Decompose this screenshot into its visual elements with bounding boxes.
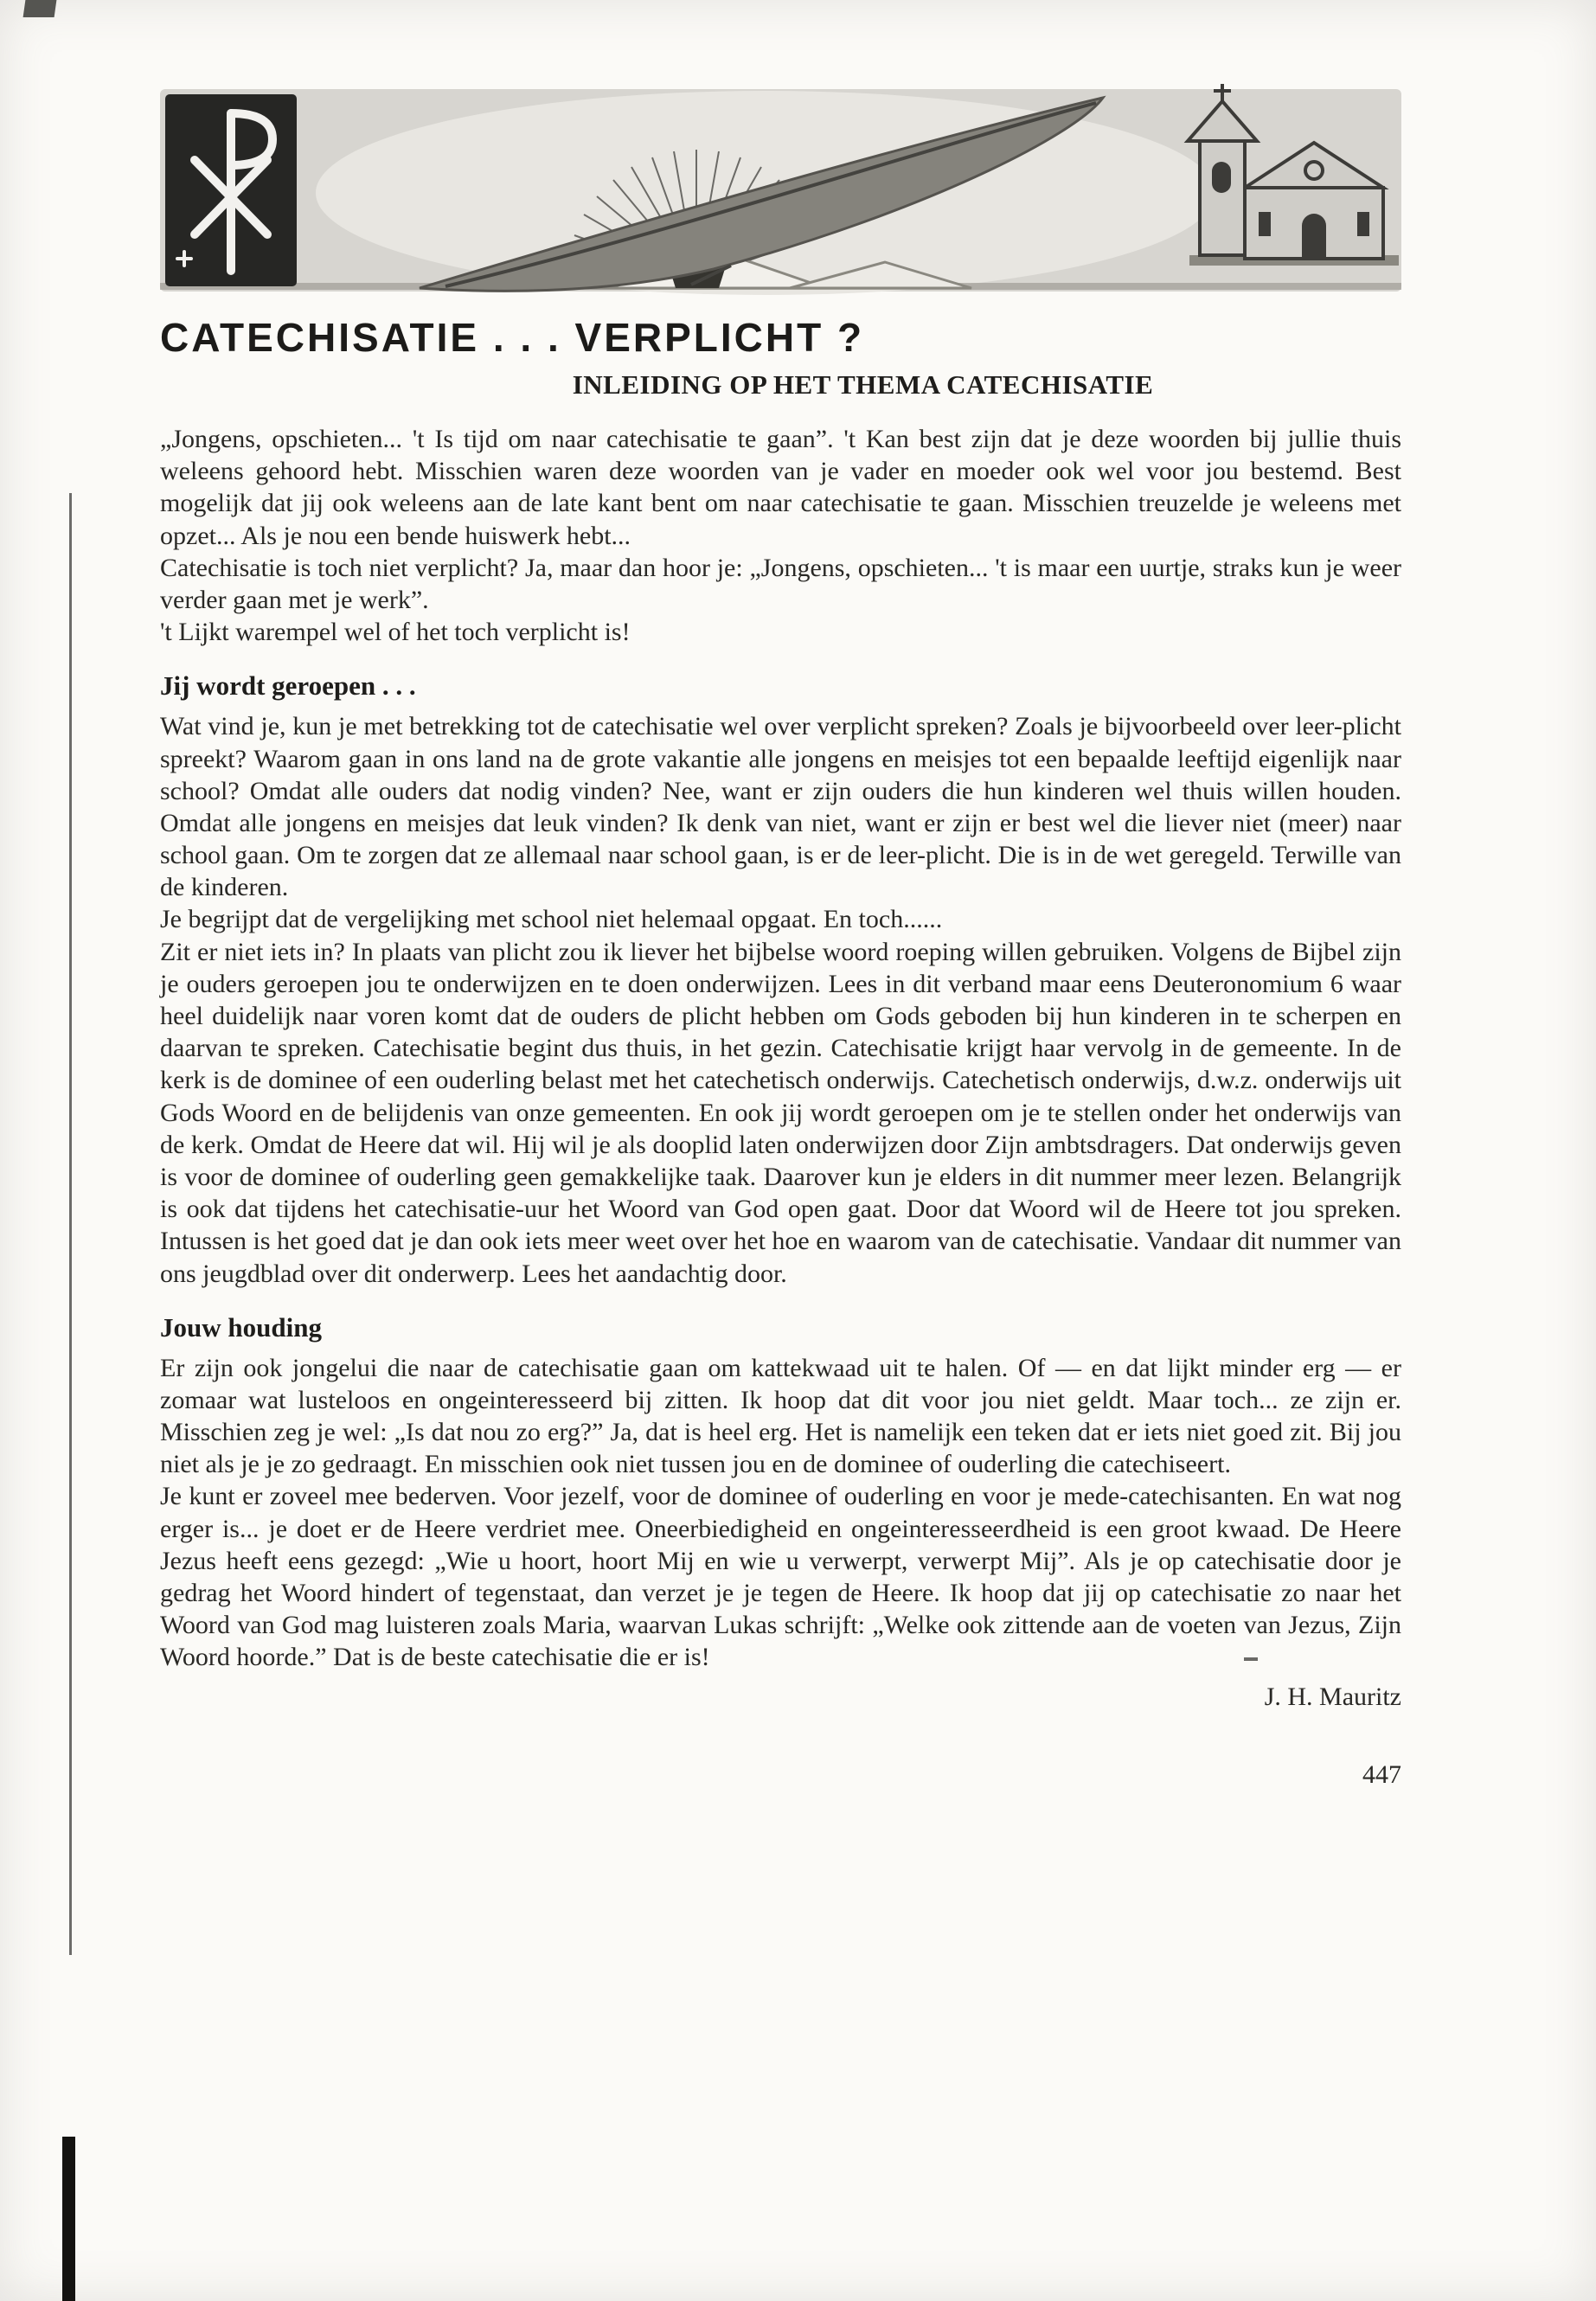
intro-paragraph: Catechisatie is toch niet verplicht? Ja, maar dan hoor je: „Jongens, opschieten... 't is maar een uurtje, straks kun je weer verder gaan met je werk”. — [160, 553, 1401, 614]
intro-paragraph: 't Lijkt warempel wel of het toch verplicht is! — [160, 618, 631, 647]
section-paragraph: Je kunt er zoveel mee bederven. Voor jezelf, voor de dominee of ouderling en voor je mede-catechisanten. En wat nog erger is... je doet er de Heere verdriet mee. Oneerbiedigheid en ongeinteresseerdheid is een groot kwaad. De Heere Jezus heeft eens gezegd: „Wie u hoort, hoort Mij en wie u verwerpt, verwerpt Mij”. Als je op catechisatie door je gedrag het Woord hindert of tegenstaat, dan verzet je je tegen de Heere. Ik hoop dat jij op catechisatie zo naar het Woord van God mag luisteren zoals Maria, waarvan Lukas schrijft: „Welke ook zittende aan de voeten van Jezus, Zijn Woord hoorde.” Dat is de beste catechisatie die er is! — [160, 1482, 1401, 1672]
header-illustration — [160, 82, 1401, 298]
section-paragraph: Er zijn ook jongelui die naar de catechisatie gaan om kattekwaad uit te halen. Of — en dat lijkt minder erg — er zomaar wat lusteloos en ongeinteresseerd bij zitten. Ik hoop dat dit voor jou niet geldt. Maar toch... ze zijn er. Misschien zeg je wel: „Is dat nou zo erg?” Ja, dat is heel erg. Het is namelijk een teken dat er iets niet goed zit. Bij jou niet als je je zo gedraagt. En misschien ook niet tussen jou en de dominee of ouderling die catechiseert. — [160, 1353, 1401, 1479]
page-title: CATECHISATIE . . . VERPLICHT ? — [160, 315, 865, 360]
article-column — [160, 82, 1401, 1790]
section-paragraph: Zit er niet iets in? In plaats van plicht zou ik liever het bijbelse woord roeping willen gebruiken. Volgens de Bijbel zijn je ouders geroepen jou te onderwijzen en te doen onderwijzen. Lees in dit verband maar eens Deuteronomium 6 waar heel duidelijk naar voren komt dat de ouders de plicht hebben om Gods geboden bij hun kinderen in te scherpen en daarvan te spreken. Catechisatie begint dus thuis, in het gezin. Catechisatie krijgt haar vervolg in de gemeente. In de kerk is de dominee of een ouderling belast met het catechetisch onderwijs. Catechetisch onderwijs, d.w.z. onderwijs uit Gods Woord en de belijdenis van onze gemeenten. En ook jij wordt geroepen om je te stellen onder het onderwijs van de kerk. Omdat de Heere dat wil. Hij wil je als dooplid laten onderwijzen door Zijn ambtsdragers. Dat onderwijs geven is voor de dominee of ouderling geen gemakkelijke taak. Daarover kun je elders in dit nummer meer lezen. Belangrijk is ook dat tijdens het catechisatie-uur het Woord van God open gaat. Door dat Woord wil de Heere tot jou spreken. Intussen is het goed dat je dan ook iets meer weet over het hoe en waarom van de catechisatie. Vandaar dit nummer van ons jeugdblad over dit onderwerp. Lees het aandachtig door. — [160, 937, 1401, 1288]
section-heading-jouw-houding: Jouw houding — [160, 1311, 322, 1343]
chi-rho-icon — [165, 94, 297, 286]
page-number: 447 — [1362, 1759, 1401, 1789]
intro-paragraph: „Jongens, opschieten... 't Is tijd om naar catechisatie te gaan”. 't Kan best zijn dat je deze woorden bij jullie thuis weleens gehoord hebt. Misschien waren deze woorden van je vader en moeder ook wel voor jou bestemd. Best mogelijk dat jij ook weleens aan de late kant bent om naar catechisatie te gaan. Misschien treuzelde je weleens met opzet... Als je nou een bende huiswerk hebt... — [160, 425, 1401, 550]
section-paragraph: Je begrijpt dat de vergelijking met school niet helemaal opgaat. En toch...... — [160, 905, 943, 934]
section-paragraph: Wat vind je, kun je met betrekking tot de catechisatie wel over verplicht spreken? Zoals je bijvoorbeeld over leer-plicht spreekt? Waarom gaan in ons land na de grote vakantie alle jongens en meisjes tot een bepaalde leeftijd eigenlijk naar school? Omdat alle ouders dat nodig vinden? Nee, want er zijn ouders die hun kinderen wel thuis willen houden. Omdat alle jongens en meisjes dat leuk vinden? Ik denk van niet, want er zijn er best wel die liever niet (meer) naar school gaan. Om te zorgen dat ze allemaal naar school gaan, is er de leer-plicht. Die is in de wet geregeld. Terwille van de kinderen. — [160, 712, 1401, 902]
author-signature: J. H. Mauritz — [1264, 1682, 1401, 1711]
page-subtitle: INLEIDING OP HET THEMA CATECHISATIE — [572, 369, 1154, 400]
scan-mark-top-left — [23, 0, 57, 17]
scan-artifact-bottom-bar — [62, 2137, 75, 2301]
section-heading-jij-wordt-geroepen: Jij wordt geroepen . . . — [160, 670, 416, 702]
scan-artifact-vertical-line — [69, 493, 72, 1955]
